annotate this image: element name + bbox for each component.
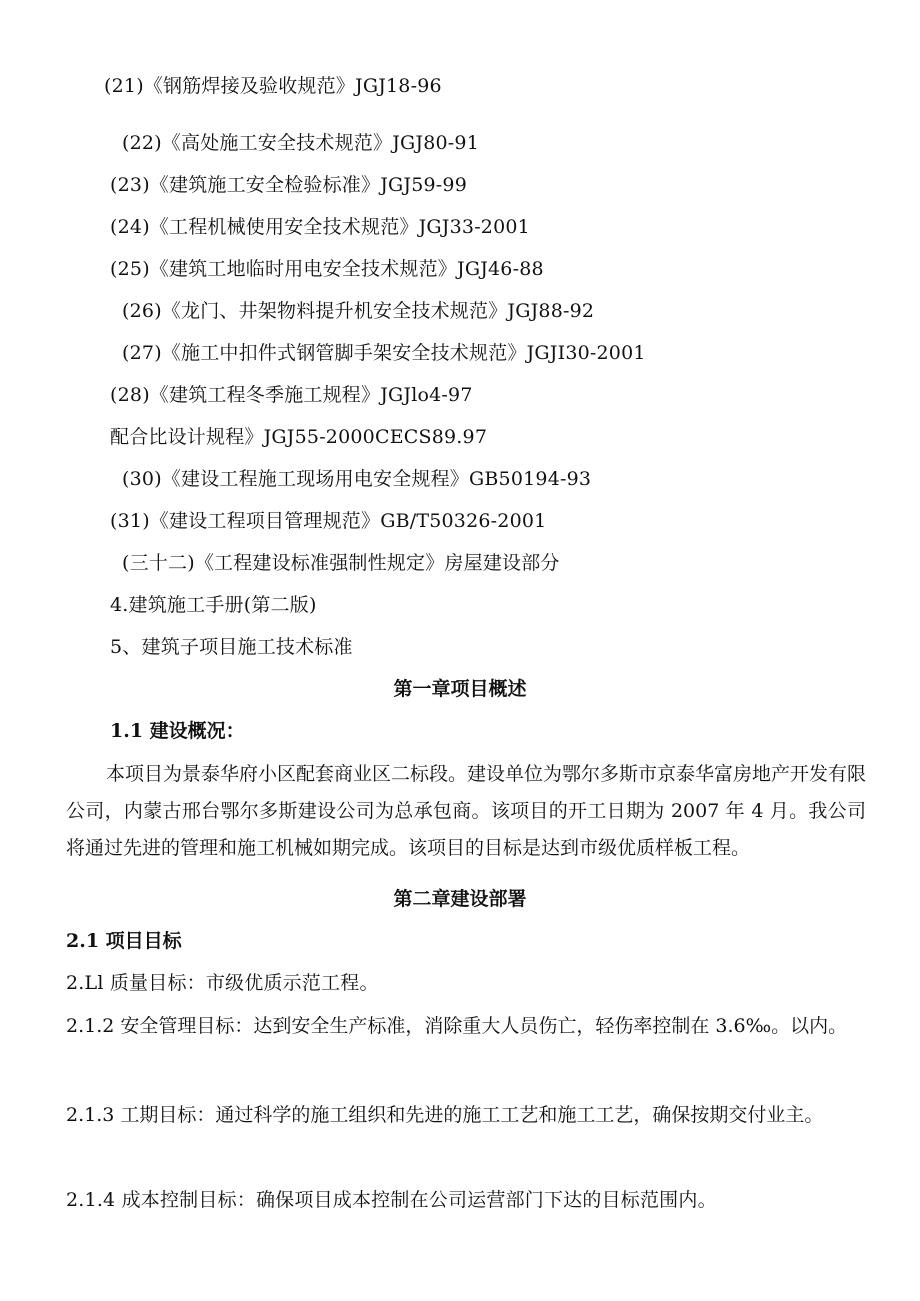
reference-item: (26)《龙门、井架物料提升机安全技术规范》JGJ88-92 [122,300,595,322]
reference-item: (27)《施工中扣件式钢管脚手架安全技术规范》JGJI30-2001 [122,342,646,364]
reference-item: (31)《建设工程项目管理规范》GB/T50326-2001 [110,510,547,532]
reference-item: (30)《建设工程施工现场用电安全规程》GB50194-93 [122,468,592,490]
reference-item: (24)《工程机械使用安全技术规范》JGJ33-2001 [110,216,530,238]
goal-item-cost: 2.1.4 成本控制目标：确保项目成本控制在公司运营部门下达的目标范围内。 [66,1189,717,1211]
reference-item: (21)《钢筋焊接及验收规范》JGJ18-96 [104,75,442,97]
goal-item-safety: 2.1.2 安全管理目标：达到安全生产标准，消除重大人员伤亡，轻伤率控制在 3.6‰。以内。 [66,1015,848,1037]
reference-item: 5、建筑子项目施工技术标准 [110,636,353,658]
reference-item: (22)《高处施工安全技术规范》JGJ80-91 [122,132,479,154]
goal-item-quality: 2.Ll 质量目标：市级优质示范工程。 [66,972,379,994]
reference-item: (25)《建筑工地临时用电安全技术规范》JGJ46-88 [110,258,544,280]
goal-item-schedule: 2.1.3 工期目标：通过科学的施工组织和先进的施工工艺和施工工艺，确保按期交付业主。 [66,1104,824,1126]
section-title: 2.1 项目目标 [66,930,182,952]
section-title: 1.1 建设概况： [110,720,245,742]
overview-paragraph: 本项目为景泰华府小区配套商业区二标段。建设单位为鄂尔多斯市京泰华富房地产开发有限公司，内蒙古邢台鄂尔多斯建设公司为总承包商。该项目的开工日期为 2007 年 4 月。我公司将通过先进的管理和施工机械如期完成。该项目的目标是达到市级优质样板工程。 [66,763,867,859]
chapter-title: 第一章项目概述 [393,678,527,700]
reference-item: (三十二)《工程建设标准强制性规定》房屋建设部分 [122,552,560,574]
reference-item: (28)《建筑工程冬季施工规程》JGJlo4-97 [110,384,473,406]
chapter-title: 第二章建设部署 [393,888,527,910]
reference-item: (23)《建筑施工安全检验标准》JGJ59-99 [110,174,467,196]
reference-item: 配合比设计规程》JGJ55-2000CECS89.97 [110,426,488,448]
reference-item: 4.建筑施工手册(第二版) [110,594,317,616]
